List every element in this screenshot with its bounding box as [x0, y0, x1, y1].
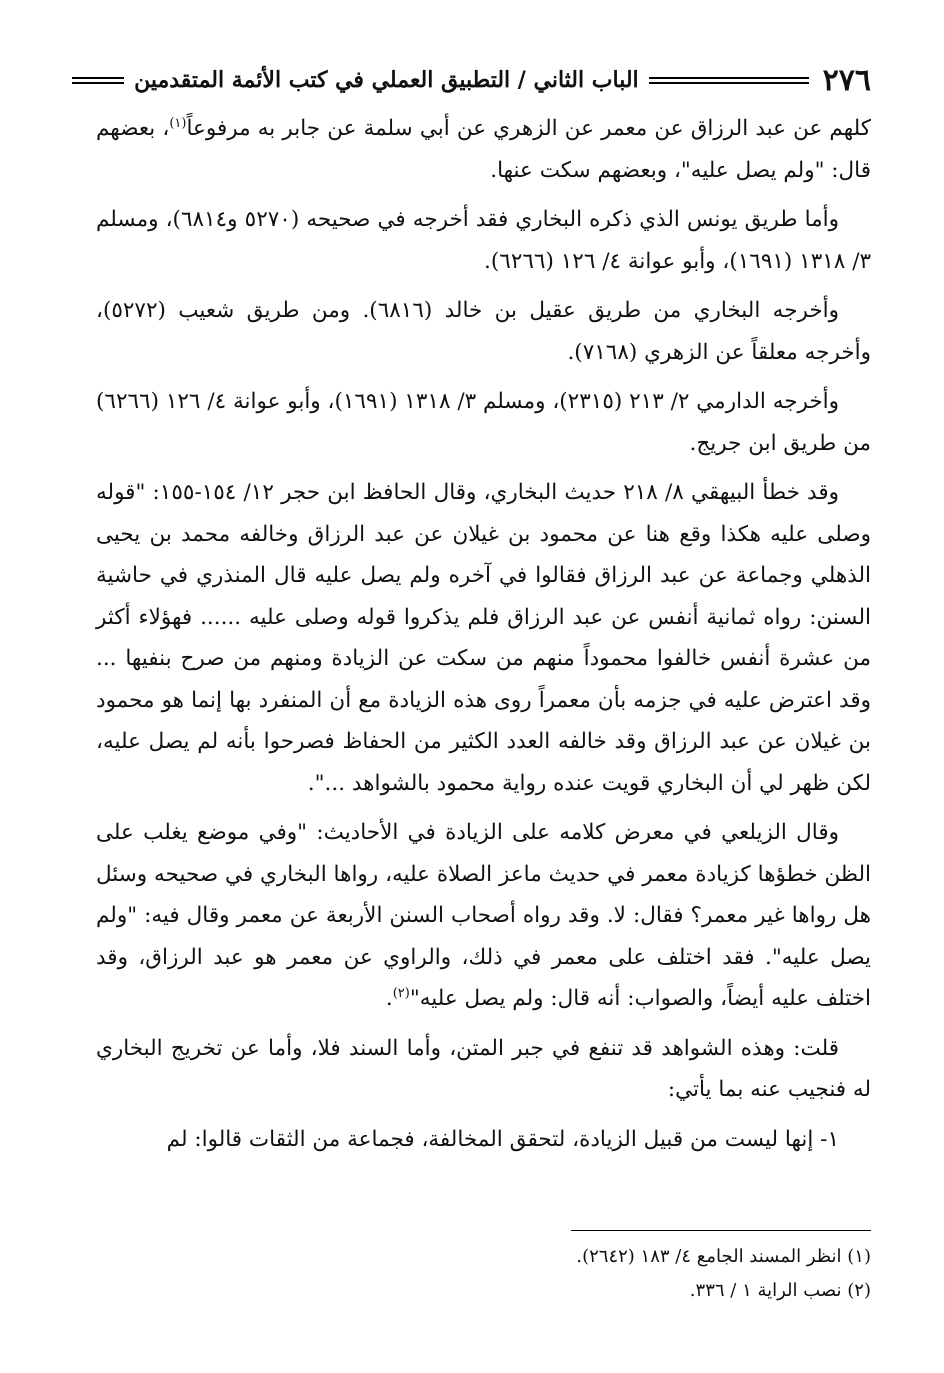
paragraph: وأما طريق يونس الذي ذكره البخاري فقد أخرجه في صحيحه (٥٢٧٠ و٦٨١٤)، ومسلم ٣/ ١٣١٨ (١٦٩١)، وأبو عوانة ٤/ ١٢٦ (٦٢٦٦). — [96, 207, 871, 274]
header-rule-left — [649, 77, 809, 84]
paragraph: وأخرجه الدارمي ٢/ ٢١٣ (٢٣١٥)، ومسلم ٣/ ١٣١٨ (١٦٩١)، وأبو عوانة ٤/ ١٢٦ (٦٢٦٦) من طريق ابن جريج. — [96, 389, 871, 456]
page-number: ٢٧٦ — [822, 62, 871, 98]
paragraph: ١- إنها ليست من قبيل الزيادة، لتحقق المخالفة، فجماعة من الثقات قالوا: لم — [166, 1126, 839, 1152]
book-page — [96, 58, 871, 1338]
paragraph: كلهم عن عبد الرزاق عن معمر عن الزهري عن أبي سلمة عن جابر به مرفوعاً$^{(١)}$، بعضهم قال: "ولم يصل عليه"، وبعضهم سكت عنها. — [96, 115, 871, 183]
body-text — [96, 108, 871, 1160]
paragraph: وقال الزيلعي في معرض كلامه على الزيادة في الأحاديث: "وفي موضع يغلب على الظن خطؤها كزيادة معمر في حديث ماعز الصلاة عليه، رواها البخاري في صحيحه وسئل هل رواها غير معمر؟ فقال: لا. وقد رواه أصحاب السنن الأربعة عن معمر وقال فيه: "ولم يصل عليه". فقد اختلف على معمر في ذلك، والراوي عن معمر هو عبد الرزاق، وقد اختلف عليه أيضاً، والصواب: أنه قال: ولم يصل عليه"$^{(٢)}$. — [96, 820, 871, 1011]
header-rule-right — [72, 77, 124, 84]
footnote-ref[interactable]: (١) — [169, 115, 187, 131]
page-header — [96, 58, 871, 102]
paragraph: وأخرجه البخاري من طريق عقيل بن خالد (٦٨١٦). ومن طريق شعيب (٥٢٧٢)، وأخرجه معلقاً عن الزهري (٧١٦٨). — [96, 298, 871, 365]
footnote-ref[interactable]: (٢) — [392, 985, 410, 1001]
chapter-title: الباب الثاني / التطبيق العملي في كتب الأئمة المتقدمين — [134, 67, 639, 93]
paragraph: وقد خطأ البيهقي ٨/ ٢١٨ حديث البخاري، وقال الحافظ ابن حجر ١٢/ ١٥٤-١٥٥: "قوله وصلى عليه هكذا وقع هنا عن محمود بن غيلان عن عبد الرزاق وخالفه محمد بن يحيى الذهلي وجماعة عن عبد الرزاق فقالوا في آخره ولم يصل عليه قال المنذري في حاشية السنن: رواه ثمانية أنفس عن عبد الرزاق فلم يذكروا قوله وصلى عليه ...... فهؤلاء أكثر من عشرة أنفس خالفوا محموداً منهم من سكت عن الزيادة ومنهم من صرح بنفيها ... وقد اعترض عليه في جزمه بأن معمراً روى هذه الزيادة مع أن المنفرد بها إنما هو محمود بن غيلان عن عبد الرزاق وقد خالفه العدد الكثير من الحفاظ فصرحوا بأنه لم يصل عليه، لكن ظهر لي أن البخاري قويت عنده رواية محمود بالشواهد ...". — [96, 480, 871, 796]
paragraph: قلت: وهذه الشواهد قد تنفع في جبر المتن، وأما السند فلا، وأما عن تخريج البخاري له فنجيب عنه بما يأتي: — [96, 1035, 871, 1102]
footnotes — [96, 1240, 871, 1308]
footnote-divider — [571, 1230, 871, 1231]
footnote: (١) انظر المسند الجامع ٤/ ١٨٣ (٢٦٤٢). — [576, 1246, 871, 1267]
footnote: (٢) نصب الراية ١ / ٣٣٦. — [689, 1280, 871, 1301]
